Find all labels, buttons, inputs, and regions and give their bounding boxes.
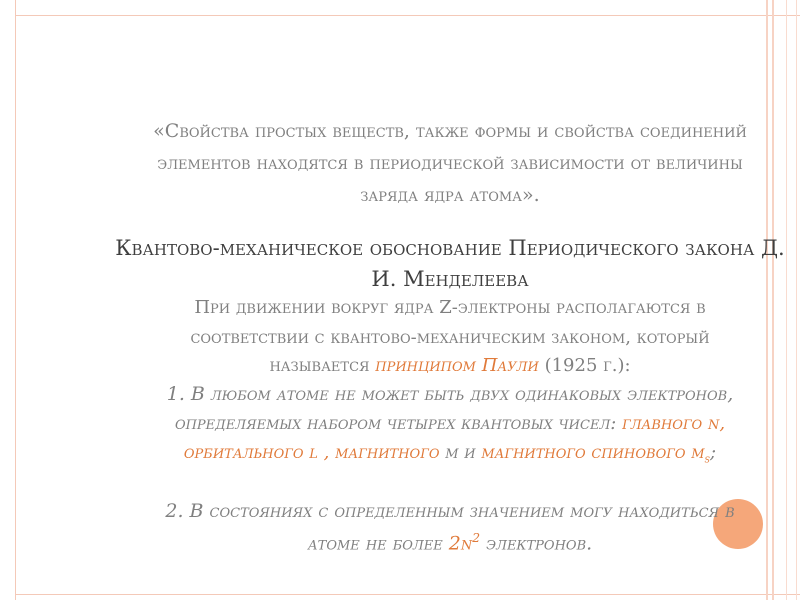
quote-line-3: заряда ядра атома». <box>360 184 540 206</box>
quote-line-2: элементов находятся в периодической зависимости от величины <box>157 152 743 174</box>
orbital-quantum-symbol: l <box>303 442 324 463</box>
spin-quantum-symbol: m <box>685 442 705 463</box>
rule-1-line-3-end: ; <box>710 442 717 463</box>
magnetic-quantum-term: магнитного <box>335 442 440 463</box>
magnetic-quantum-symbol: m <box>439 442 465 463</box>
principal-quantum-term: главного <box>622 413 703 434</box>
spin-quantum-subscript: s <box>704 451 711 466</box>
border-line-top <box>15 15 800 16</box>
rule-2-line-1: 2. В состояниях с определенным значением могу находиться в <box>165 500 735 522</box>
pauli-principle-term: принципом Паули <box>375 355 539 376</box>
spin-quantum-term: магнитного спинового <box>481 442 686 463</box>
quote-line-1: «Свойства простых веществ, также формы и свойства соединений <box>153 120 747 142</box>
heading-line-2: И. Менделеева <box>371 267 529 291</box>
rule-2-line-2-end: электронов. <box>480 532 593 555</box>
border-line-left <box>15 0 16 600</box>
max-electrons-formula: 2n <box>448 532 473 555</box>
pauli-line-2: соответствии с квантово-механическим законом, который <box>190 327 710 348</box>
rule-1-line-2 <box>100 413 800 434</box>
pauli-line-1: При движении вокруг ядра Z-электроны располагаются в <box>194 297 706 318</box>
rule-1-line-3 <box>100 442 800 466</box>
heading-line-1: Квантово-механическое обоснование Периодического закона Д. <box>115 236 785 260</box>
principal-quantum-symbol: n, <box>702 413 726 434</box>
pauli-line-3-end: (1925 г.): <box>538 355 631 376</box>
orbital-quantum-term: орбитального <box>183 442 304 463</box>
rule-1-line-1: 1. В любом атоме не может быть двух одинаковых электронов, <box>166 383 734 405</box>
separator-comma: , <box>323 442 336 463</box>
conjunction: и <box>464 442 482 463</box>
pauli-line-3 <box>100 355 800 376</box>
rule-1-line-2-start: определяемых набором четырех квантовых чисел: <box>174 413 623 434</box>
max-electrons-formula-exponent: 2 <box>472 531 481 545</box>
rule-2-line-2 <box>100 531 800 554</box>
rule-2-line-2-start: атоме не более <box>307 532 449 555</box>
pauli-line-3-start: называется <box>269 355 376 376</box>
border-line-bottom <box>15 594 800 595</box>
